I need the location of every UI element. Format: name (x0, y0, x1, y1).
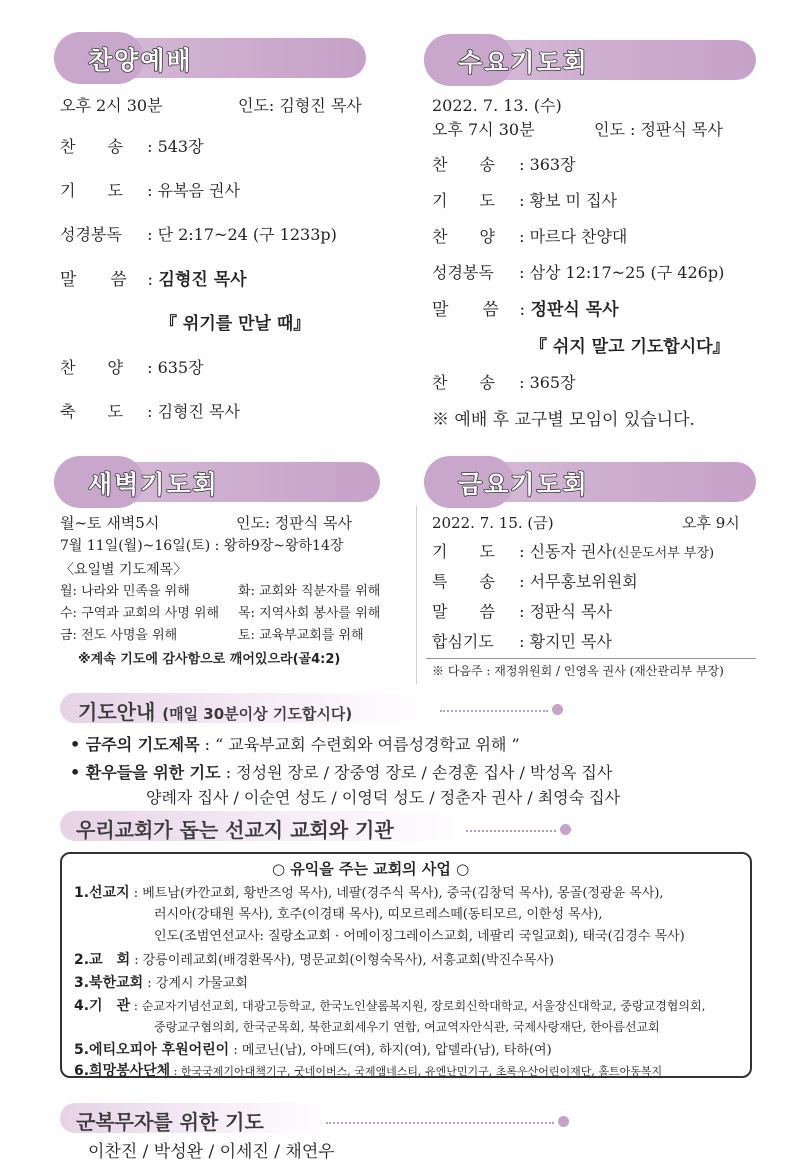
dotted-rule (440, 710, 548, 712)
column-divider (416, 506, 417, 684)
wednesday-leader: 인도 : 정판식 목사 (594, 120, 723, 139)
dawn-title: 새벽기도회 (88, 470, 219, 499)
dawn-topic: 화: 교회와 직분자를 위해 (238, 584, 381, 599)
worship-row: 찬 송 : 543장 (60, 137, 204, 156)
dawn-time: 월~토 새벽5시 (60, 514, 160, 532)
dawn-topic: 금: 전도 사명을 위해 (60, 628, 178, 643)
wednesday-date: 2022. 7. 13. (수) (432, 96, 562, 115)
dotted-rule (466, 830, 556, 832)
prayer-topic: • 금주의 기도제목 : “ 교육부교회 수련회와 여름성경학교 위해 ” (70, 735, 520, 754)
friday-row: 합심기도 : 황지민 목사 (432, 632, 612, 651)
wednesday-row: 성경봉독 : 삼상 12:17~25 (구 426p) (432, 263, 725, 282)
wednesday-row: 말 씀 : 정판식 목사 (432, 300, 619, 320)
dawn-header (54, 462, 380, 502)
dawn-leader: 인도: 정판식 목사 (236, 514, 353, 532)
missions-box-title: ○ 유익을 주는 교회의 사업 ○ (272, 860, 470, 878)
wednesday-row: 찬 송 : 363장 (432, 155, 576, 174)
missions-line: 2.교 회 : 강릉이레교회(배경환목사), 명문교회(이형숙목사), 서흥교회(박진수목사) (74, 952, 554, 968)
dawn-topic: 월: 나라와 민족을 위해 (60, 584, 190, 599)
worship-time: 오후 2시 30분 (60, 96, 163, 115)
missions-title: 우리교회가 돕는 선교지 교회와 기관 (76, 818, 394, 842)
friday-row: 말 씀 : 정판식 목사 (432, 602, 612, 621)
wednesday-title: 수요기도회 (458, 48, 589, 77)
friday-time: 오후 9시 (682, 514, 740, 532)
worship-row: 말 씀 : 김형진 목사 (60, 270, 247, 290)
dot-ornament (552, 704, 563, 715)
patient-prayer-cont: 양례자 집사 / 이순연 성도 / 이영덕 성도 / 정춘자 권사 / 최영숙 집사 (146, 788, 621, 807)
friday-row: 기 도 : 신동자 권사(신문도서부 부장) (432, 542, 715, 561)
friday-row: 특 송 : 서무홍보위원회 (432, 572, 638, 591)
dawn-topic: 수: 구역과 교회의 사명 위해 (60, 606, 220, 621)
military-title: 군복무자를 위한 기도 (76, 1110, 264, 1134)
dotted-rule (326, 1122, 554, 1124)
friday-divider (426, 658, 756, 659)
friday-next: ※ 다음주 : 재정위원회 / 인영옥 권사 (재산관리부 부장) (432, 664, 724, 678)
dawn-verse: ※계속 기도에 감사함으로 깨어있으라(골4:2) (78, 652, 341, 667)
dawn-range: 7월 11일(월)~16일(토) : 왕하9장~왕하14장 (60, 538, 344, 554)
friday-title: 금요기도회 (458, 470, 589, 499)
worship-row: 축 도 : 김형진 목사 (60, 402, 240, 421)
dawn-topic: 목: 지역사회 봉사를 위해 (238, 606, 381, 621)
worship-row: 찬 양 : 635장 (60, 358, 204, 377)
dot-ornament (558, 1116, 569, 1127)
wednesday-note: ※ 예배 후 교구별 모임이 있습니다. (432, 410, 695, 430)
missions-line: 러시아(강태원 목사), 호주(이경태 목사), 띠모르레스떼(동티모르, 이한성 목사), (154, 907, 603, 922)
missions-line: 인도(조범연선교사: 질랑소교회 · 어메이징그레이스교회, 네팔리 국일교회), 태국(김경수 목사) (154, 929, 685, 944)
worship-sermon-title: 『 위기를 만날 때』 (160, 314, 311, 334)
wednesday-time: 오후 7시 30분 (432, 120, 535, 139)
wednesday-row: 찬 양 : 마르다 찬양대 (432, 227, 628, 246)
worship-row: 성경봉독 : 단 2:17~24 (구 1233p) (60, 225, 337, 244)
wednesday-row: 찬 송 : 365장 (432, 373, 576, 392)
worship-title: 찬양예배 (88, 46, 193, 75)
missions-line: 중랑교구협의회, 한국군목회, 북한교회세우기 연합, 여교역자안식관, 국제사랑재단, 한아름선교회 (154, 1020, 660, 1034)
worship-header (54, 38, 366, 78)
wednesday-sermon-title: 『 쉬지 말고 기도합시다』 (530, 337, 730, 357)
wednesday-row: 기 도 : 황보 미 집사 (432, 191, 618, 210)
military-names: 이찬진 / 박성완 / 이세진 / 채연우 (88, 1142, 335, 1162)
missions-line: 5.에티오피아 후원어린이 : 메코닌(남), 아메드(여), 하지(여), 압델라(남), 타하(여) (74, 1042, 552, 1058)
dot-ornament (560, 824, 571, 835)
prayer-guide-heading (78, 696, 352, 725)
prayer-guide-title: 기도안내 (78, 700, 156, 724)
patient-prayer: • 환우들을 위한 기도 : 정성원 장로 / 장중영 장로 / 손경훈 집사 / 박성옥 집사 (70, 763, 613, 782)
missions-line: 6.희망봉사단체 : 한국국제기아대책기구, 굿네이버스, 국제앰네스티, 유엔난민기구, 초록우산어린이재단, 홀트아동복지 (74, 1063, 663, 1079)
missions-line: 3.북한교회 : 강계시 가물교회 (74, 975, 248, 991)
missions-line: 1.선교지 : 베트남(카깐교회, 황반즈엉 목사), 네팔(경주식 목사), 중국(김창덕 목사), 몽골(정광윤 목사), (74, 885, 664, 901)
dawn-topic: 토: 교육부교회를 위해 (238, 628, 364, 643)
friday-header (424, 462, 756, 502)
worship-row: 기 도 : 유복음 권사 (60, 181, 240, 200)
missions-line: 4.기 관 : 순교자기념선교회, 대광고등학교, 한국노인샬롬복지원, 장로회신학대학교, 서울장신대학교, 중랑교경협의회, (74, 998, 706, 1014)
dawn-subhead: 〈요일별 기도제목〉 (60, 562, 188, 578)
friday-date: 2022. 7. 15. (금) (432, 514, 554, 532)
wednesday-header (424, 40, 756, 80)
worship-leader: 인도: 김형진 목사 (238, 96, 362, 115)
prayer-guide-subtitle: (매일 30분이상 기도합시다) (162, 705, 353, 723)
